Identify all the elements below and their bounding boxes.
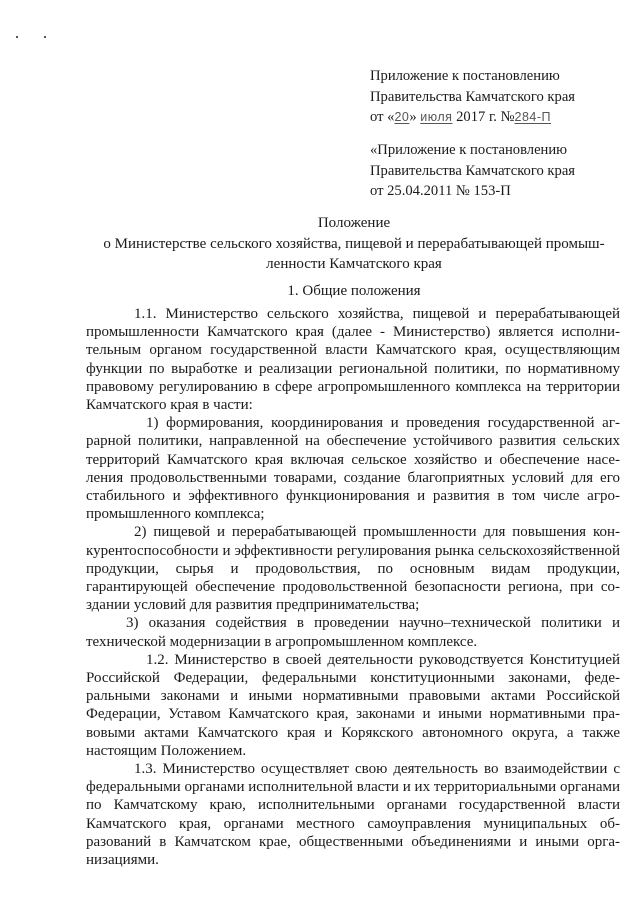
- document-title-line: о Министерстве сельского хозяйства, пищевой и перерабатывающей промыш-: [103, 235, 605, 252]
- appendix-header-line: Приложение к постановлению: [370, 68, 560, 84]
- date-mid: »: [409, 109, 417, 125]
- appendix-header-current: [370, 66, 620, 128]
- paragraph: 3) оказания содействия в проведении научно–технической политики и технической модернизации в агропромышленном комплексе.: [86, 615, 620, 650]
- paragraph: 1.1. Министерство сельского хозяйства, пищевой и перерабатывающей промышленности Камчатского края (далее - Министерство) является исполнительным органом государственной власти Камчатского края, осуществляющим функции по выработке и реализации региональной политики, по нормативному правовому регулированию в сфере агропромышленного комплекса на территории Камчатского края в части:: [86, 306, 620, 414]
- appendix-header-line: Правительства Камчатского края: [370, 88, 576, 105]
- document-title: [84, 213, 624, 275]
- scan-mark: [16, 36, 18, 38]
- handwritten-day: 20: [394, 110, 410, 124]
- appendix-header-line: от 25.04.2011 № 153-П: [370, 183, 511, 199]
- paragraph: 1.3. Министерство осуществляет свою деятельность во взаимодействии с федеральными органами исполнительной власти и их территориальными органами по Камчатскому краю, исполнительными органами государственной власти Камчатского края, органами местного самоуправления муниципальных образований в Камчатском крае, общественными объединениями и иными организациями.: [86, 761, 620, 869]
- document-body: [86, 305, 620, 869]
- appendix-header-line: «Приложение к постановлению: [370, 142, 568, 158]
- appendix-header-original: [370, 140, 620, 202]
- document-title-line: ленности Камчатского края: [266, 256, 442, 272]
- date-suffix: 2017 г. №: [456, 109, 515, 125]
- handwritten-month: июля: [420, 110, 453, 124]
- appendix-header-line: Правительства Камчатского края: [370, 162, 576, 179]
- date-prefix: от «: [370, 109, 395, 125]
- document-title-line: Положение: [317, 215, 391, 231]
- handwritten-number: 284-П: [514, 110, 552, 124]
- paragraph: 1.2. Министерство в своей деятельности руководствуется Конституцией Российской Федерации, федеральными конституционными законами, федеральными законами и иными нормативными правовыми актами Российской Федерации, Уставом Камчатского края, законами и иными нормативными правовыми актами Камчатского края и Корякского автономного округа, а также настоящим Положением.: [86, 651, 620, 759]
- appendix-date-line: [370, 107, 620, 128]
- paragraph: 2) пищевой и перерабатывающей промышленности для повышения конкурентоспособности и эффективности регулирования рынка сельскохозяйственной продукции, сырья и продовольствия, по основным видам продукции, гарантирующей обеспечение продовольственной безопасности региона, при создании условий для развития предпринимательства;: [86, 524, 620, 614]
- section-heading: 1. Общие положения: [287, 283, 421, 299]
- paragraph: 1) формирования, координирования и проведения государственной аграрной политики, направленной на обеспечение устойчивого развития сельских территорий Камчатского края включая сельское хозяйство и обеспечение населения продовольственными товарами, создание благоприятных условий для его стабильного и эффективного функционирования и развития в том числе агропромышленного комплекса;: [86, 415, 620, 523]
- scan-mark: [44, 36, 46, 38]
